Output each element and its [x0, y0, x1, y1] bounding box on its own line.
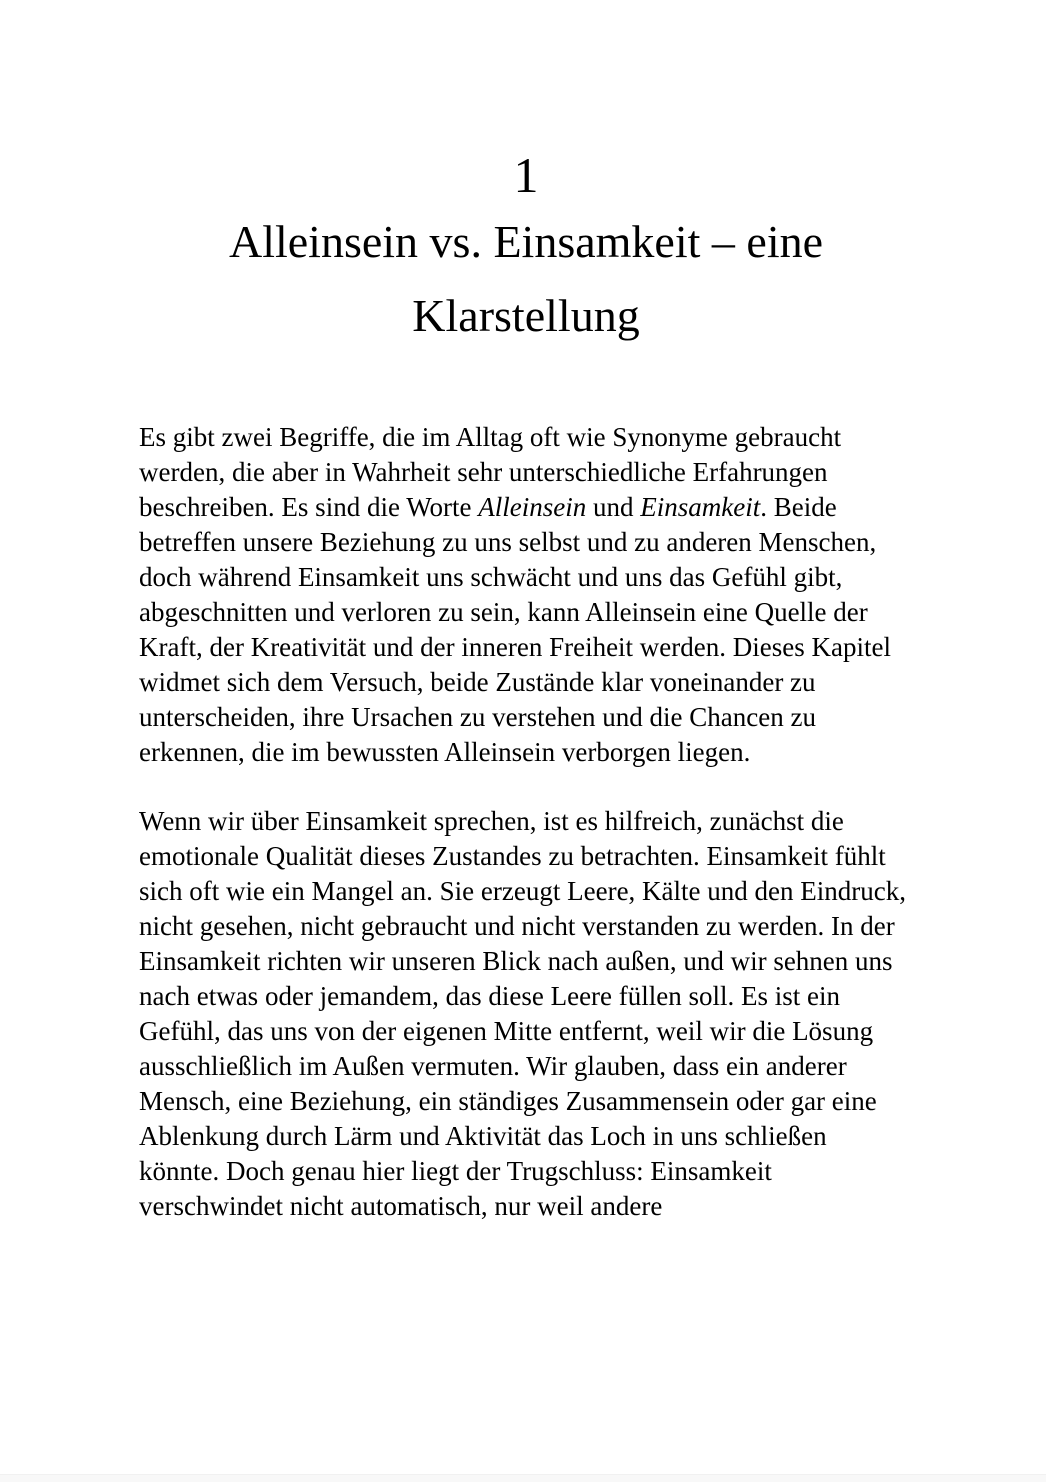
chapter-header — [139, 148, 913, 353]
chapter-title: Alleinsein vs. Einsamkeit – eine Klarstellung — [228, 216, 824, 341]
bottom-edge-bar — [0, 1474, 1046, 1482]
paragraph-1-text: Es gibt zwei Begriffe, die im Alltag oft wie Synonyme gebraucht werden, die aber in Wahrheit sehr unterschiedliche Erfahrungen beschreiben. Es sind die Worte — [139, 422, 842, 522]
term-einsamkeit: Einsamkeit — [640, 492, 761, 522]
paragraph-1-text: . Beide betreffen unsere Beziehung zu uns selbst und zu anderen Menschen, doch während Einsamkeit uns schwächt und uns das Gefühl gibt, abgeschnitten und verloren zu sein, kann Alleinsein eine Quelle der Kraft, der Kreativität und der inneren Freiheit werden. Dieses Kapitel widmet sich dem Versuch, beide Zustände klar voneinander zu unterscheiden, ihre Ursachen zu verstehen und die Chancen zu erkennen, die im bewussten Alleinsein verborgen liegen. — [139, 492, 891, 767]
term-alleinsein: Alleinsein — [478, 492, 587, 522]
chapter-number: 1 — [513, 147, 539, 203]
paragraph-1 — [139, 420, 913, 770]
paragraph-2: Wenn wir über Einsamkeit sprechen, ist es hilfreich, zunächst die emotionale Qualität dieses Zustandes zu betrachten. Einsamkeit fühlt sich oft wie ein Mangel an. Sie erzeugt Leere, Kälte und den Eindruck, nicht gesehen, nicht gebraucht und nicht verstanden zu werden. In der Einsamkeit richten wir unseren Blick nach außen, und wir sehnen uns nach etwas oder jemandem, das diese Leere füllen soll. Es ist ein Gefühl, das uns von der eigenen Mitte entfernt, weil wir die Lösung ausschließlich im Außen vermuten. Wir glauben, dass ein anderer Mensch, eine Beziehung, ein ständiges Zusammensein oder gar eine Ablenkung durch Lärm und Aktivität das Loch in uns schließen könnte. Doch genau hier liegt der Trugschluss: Einsamkeit verschwindet nicht automatisch, nur weil andere — [139, 806, 906, 1221]
chapter-body — [139, 420, 913, 1224]
paragraph-1-text: und — [586, 492, 641, 522]
